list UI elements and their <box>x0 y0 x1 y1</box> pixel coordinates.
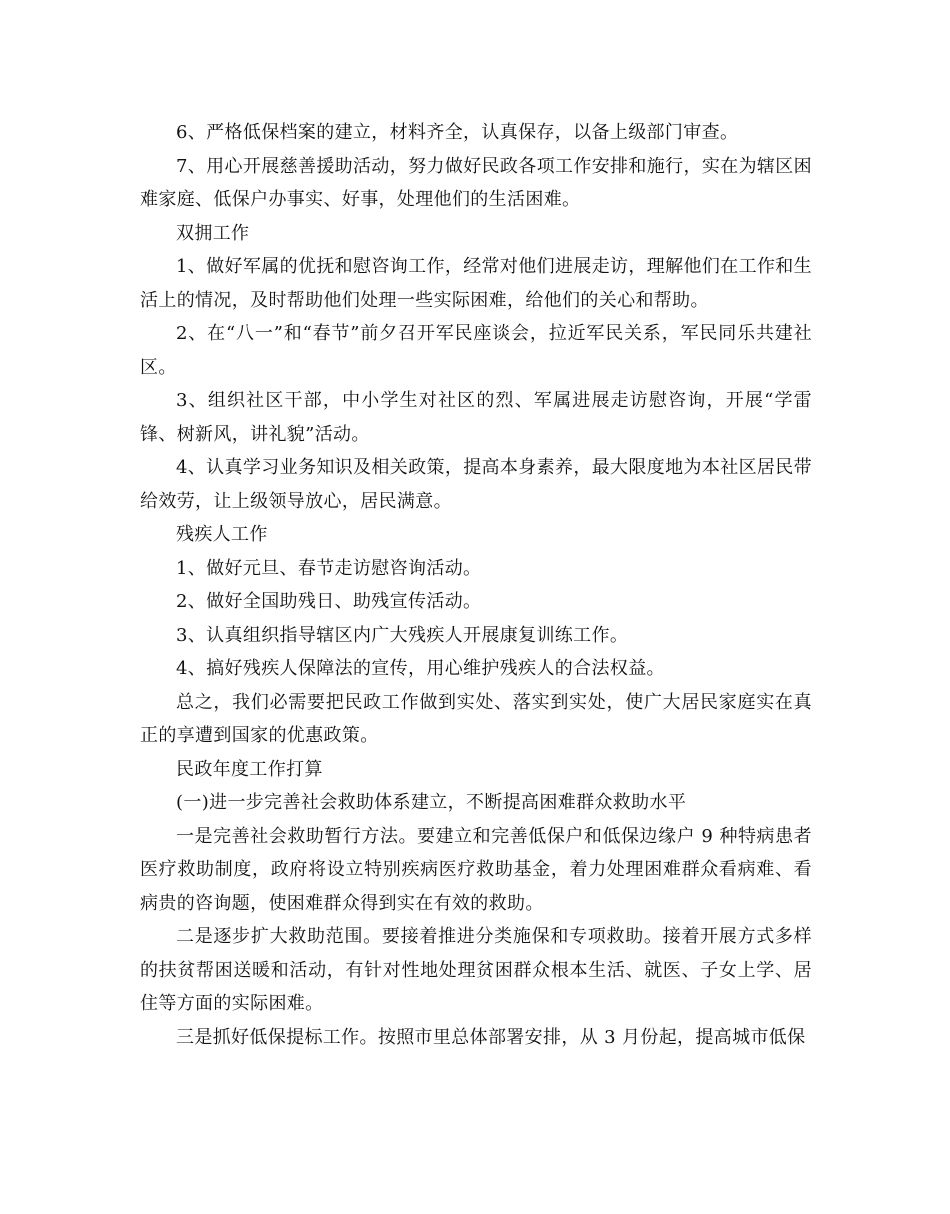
subheading-plan-1: (一)进一步完善社会救助体系建立，不断提高困难群众救助水平 <box>176 792 687 813</box>
paragraph-plan-third: 三是抓好低保提标工作。按照市里总体部署安排，从 3 月份起，提高城市低保 <box>176 1026 806 1048</box>
section-heading-annual-plan: 民政年度工作打算 <box>176 758 323 780</box>
paragraph-plan-second: 二是逐步扩大救助范围。要接着推进分类施保和专项救助。接着开展方式多样的扶贫帮困送暖和活动，有针对性地处理贫困群众根本生活、就医、子女上学、居住等方面的实际困难。 <box>140 926 812 1014</box>
section-heading-disabled: 残疾人工作 <box>176 524 268 545</box>
paragraph-disabled-3: 3、认真组织指导辖区内广大残疾人开展康复训练工作。 <box>176 624 629 646</box>
paragraph-plan-first: 一是完善社会救助暂行方法。要建立和完善低保户和低保边缘户 9 种特病患者医疗救助制度，政府将设立特别疾病医疗救助基金，着力处理困难群众看病难、看病贵的咨询题，使困难群众得到实在有效的救助。 <box>140 825 812 914</box>
section-heading-shuangyong: 双拥工作 <box>176 222 250 244</box>
paragraph-disabled-4: 4、搞好残疾人保障法的宣传，用心维护残疾人的合法权益。 <box>176 658 665 679</box>
paragraph-summary: 总之，我们必需要把民政工作做到实处、落实到实处，使广大居民家庭实在真正的享遭到国家的优惠政策。 <box>140 691 812 746</box>
document-page <box>140 116 812 1054</box>
paragraph-shuangyong-1: 1、做好军属的优抚和慰咨询工作，经常对他们进展走访，理解他们在工作和生活上的情况，及时帮助他们处理一些实际困难，给他们的关心和帮助。 <box>140 256 812 311</box>
paragraph-item-7: 7、用心开展慈善援助活动，努力做好民政各项工作安排和施行，实在为辖区困难家庭、低保户办事实、好事，处理他们的生活困难。 <box>140 155 812 210</box>
paragraph-disabled-1: 1、做好元旦、春节走访慰咨询活动。 <box>176 557 482 579</box>
paragraph-disabled-2: 2、做好全国助残日、助残宣传活动。 <box>176 591 482 612</box>
paragraph-shuangyong-2: 2、在“八一”和“春节”前夕召开军民座谈会，拉近军民关系，军民同乐共建社区。 <box>140 323 812 378</box>
paragraph-item-6: 6、严格低保档案的建立，材料齐全，认真保存，以备上级部门审查。 <box>176 122 739 143</box>
paragraph-shuangyong-3: 3、组织社区干部，中小学生对社区的烈、军属进展走访慰咨询，开展“学雷锋、树新风，讲礼貌”活动。 <box>140 390 812 445</box>
paragraph-shuangyong-4: 4、认真学习业务知识及相关政策，提高本身素养，最大限度地为本社区居民带给效劳，让上级领导放心，居民满意。 <box>140 457 812 512</box>
